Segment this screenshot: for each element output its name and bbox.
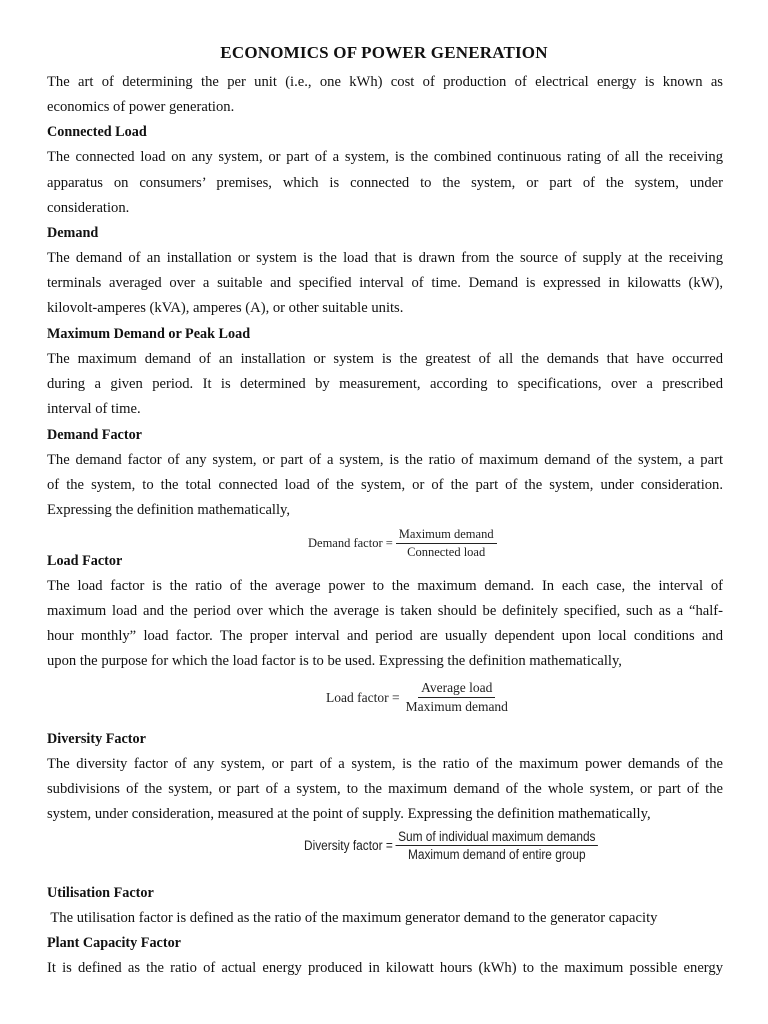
connected-load-line-3: consideration. xyxy=(47,200,130,216)
intro-line-1: The art of determining the per unit (i.e., one kWh) cost of production of electrical energy is known as xyxy=(47,74,723,90)
formula-numerator: Average load xyxy=(418,680,495,698)
heading-plant-capacity-factor: Plant Capacity Factor xyxy=(47,935,181,951)
heading-utilisation-factor: Utilisation Factor xyxy=(47,885,154,901)
demand-line-3: kilovolt-amperes (kVA), amperes (A), or other suitable units. xyxy=(47,300,404,316)
load-factor-line-3: hour monthly” load factor. The proper interval and period are usually dependent upon local conditions and xyxy=(47,628,723,644)
intro-line-2: economics of power generation. xyxy=(47,99,235,115)
load-factor-formula xyxy=(326,680,511,715)
document-title: ECONOMICS OF POWER GENERATION xyxy=(220,43,548,62)
formula-lhs: Demand factor = xyxy=(308,536,393,550)
load-factor-line-4: upon the purpose for which the load factor is to be used. Expressing the definition mathematically, xyxy=(47,653,622,669)
load-factor-line-1: The load factor is the ratio of the average power to the maximum demand. In each case, the interval of xyxy=(47,578,723,594)
maximum-demand-line-3: interval of time. xyxy=(47,401,141,417)
demand-factor-line-3: Expressing the definition mathematically, xyxy=(47,502,291,518)
diversity-factor-line-2: subdivisions of the system, or part of a system, to the maximum demand of the whole system, or part of the xyxy=(47,781,723,797)
diversity-factor-line-1: The diversity factor of any system, or part of a system, is the ratio of the maximum power demands of the xyxy=(47,756,723,772)
formula-fraction xyxy=(403,680,511,715)
diversity-factor-line-3: system, under consideration, measured at the point of supply. Expressing the definition mathematically, xyxy=(47,806,651,822)
heading-diversity-factor: Diversity Factor xyxy=(47,731,146,747)
formula-numerator: Sum of individual maximum demands xyxy=(395,829,598,846)
diversity-factor-formula xyxy=(304,829,598,862)
heading-load-factor: Load Factor xyxy=(47,553,123,569)
heading-maximum-demand: Maximum Demand or Peak Load xyxy=(47,326,251,342)
formula-numerator: Maximum demand xyxy=(396,527,497,544)
formula-denominator: Maximum demand xyxy=(405,699,508,714)
utilisation-factor-line-1: The utilisation factor is defined as the ratio of the maximum generator demand to the generator capacity xyxy=(47,910,658,926)
formula-fraction xyxy=(395,829,598,862)
formula-lhs: Load factor = xyxy=(326,689,400,705)
formula-denominator: Maximum demand of entire group xyxy=(407,847,586,862)
demand-line-2: terminals averaged over a suitable and specified interval of time. Demand is expressed in kilowatts (kW), xyxy=(47,275,723,291)
demand-factor-line-1: The demand factor of any system, or part of a system, is the ratio of maximum demand of the system, a part xyxy=(47,452,723,468)
maximum-demand-line-2: during a given period. It is determined by measurement, according to specifications, over a prescribed xyxy=(47,376,723,392)
heading-connected-load: Connected Load xyxy=(47,124,147,140)
heading-demand-factor: Demand Factor xyxy=(47,427,142,443)
connected-load-line-1: The connected load on any system, or part of a system, is the combined continuous rating of all the receiving xyxy=(47,149,723,165)
demand-factor-line-2: of the system, to the total connected load of the system, or of the part of the system, under consideration. xyxy=(47,477,723,493)
formula-lhs: Diversity factor = xyxy=(304,838,393,853)
demand-line-1: The demand of an installation or system is the load that is drawn from the source of supply at the receiving xyxy=(47,250,723,266)
formula-denominator: Connected load xyxy=(407,545,486,559)
maximum-demand-line-1: The maximum demand of an installation or system is the greatest of all the demands that have occurred xyxy=(47,351,723,367)
load-factor-line-2: maximum load and the period over which the average is taken should be definitely specified, such as a “half- xyxy=(47,603,723,619)
heading-demand: Demand xyxy=(47,225,99,241)
connected-load-line-2: apparatus on consumers’ premises, which is connected to the system, or part of the system, under xyxy=(47,175,723,191)
plant-capacity-factor-line-1: It is defined as the ratio of actual energy produced in kilowatt hours (kWh) to the maximum possible energy xyxy=(47,960,723,976)
